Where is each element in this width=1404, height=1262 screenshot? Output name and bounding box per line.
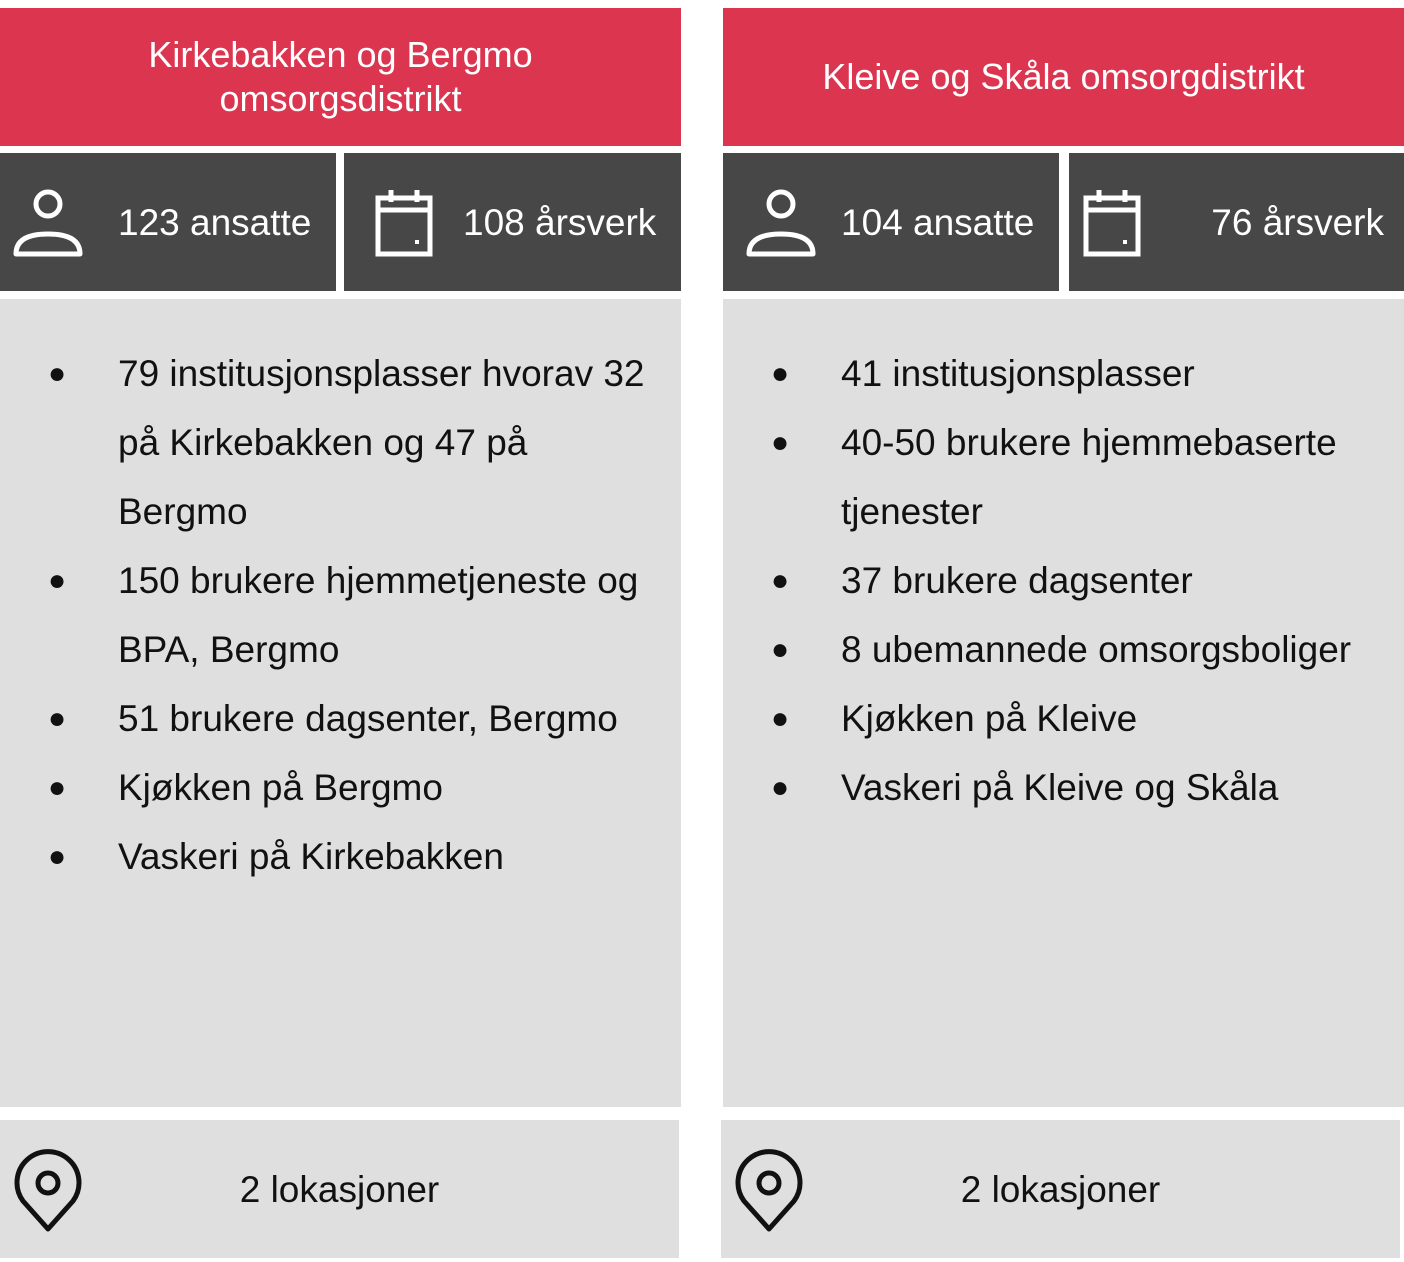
services-list [0, 299, 681, 891]
locations-panel [721, 1120, 1400, 1258]
list-item: ● Vaskeri på Kleive og Skåla [771, 767, 1279, 808]
list-item: ● 150 brukere hjemmetjeneste og BPA, Bergmo [48, 560, 639, 670]
list-item: ● 40-50 brukere hjemmebaserte tjenester [771, 422, 1337, 532]
list-item: ● 37 brukere dagsenter [771, 560, 1193, 601]
fte-count: 108 årsverk [463, 202, 657, 243]
fte-stat [344, 153, 681, 291]
fte-stat [1069, 153, 1404, 291]
list-item: ● Kjøkken på Kleive [771, 698, 1138, 739]
list-item: ● 79 institusjonsplasser hvorav 32 på Kirkebakken og 47 på Bergmo [48, 353, 645, 532]
district-title: Kirkebakken og Bergmo omsorgsdistrikt [148, 34, 533, 119]
district-title: Kleive og Skåla omsorgdistrikt [822, 56, 1305, 97]
employees-count: 123 ansatte [118, 202, 312, 243]
employees-stat [0, 153, 336, 291]
calendar-icon [1083, 188, 1141, 258]
services-panel [723, 299, 1404, 1107]
list-item: ● Kjøkken på Bergmo [48, 767, 443, 808]
locations-panel [0, 1120, 679, 1258]
person-icon [13, 188, 83, 258]
person-icon [746, 188, 816, 258]
services-list [723, 299, 1404, 822]
fte-count: 76 årsverk [1211, 202, 1384, 243]
locations-count: 2 lokasjoner [960, 1169, 1161, 1210]
list-item: ● Vaskeri på Kirkebakken [48, 836, 504, 877]
services-panel [0, 299, 681, 1107]
list-item: ● 51 brukere dagsenter, Bergmo [48, 698, 618, 739]
list-item: ● 41 institusjonsplasser [771, 353, 1195, 394]
list-item: ● 8 ubemannede omsorgsboliger [771, 629, 1352, 670]
calendar-icon [375, 188, 433, 258]
district-header [0, 8, 681, 146]
employees-count: 104 ansatte [841, 202, 1035, 243]
locations-count: 2 lokasjoner [239, 1169, 440, 1210]
district-header [723, 8, 1404, 146]
employees-stat [723, 153, 1059, 291]
